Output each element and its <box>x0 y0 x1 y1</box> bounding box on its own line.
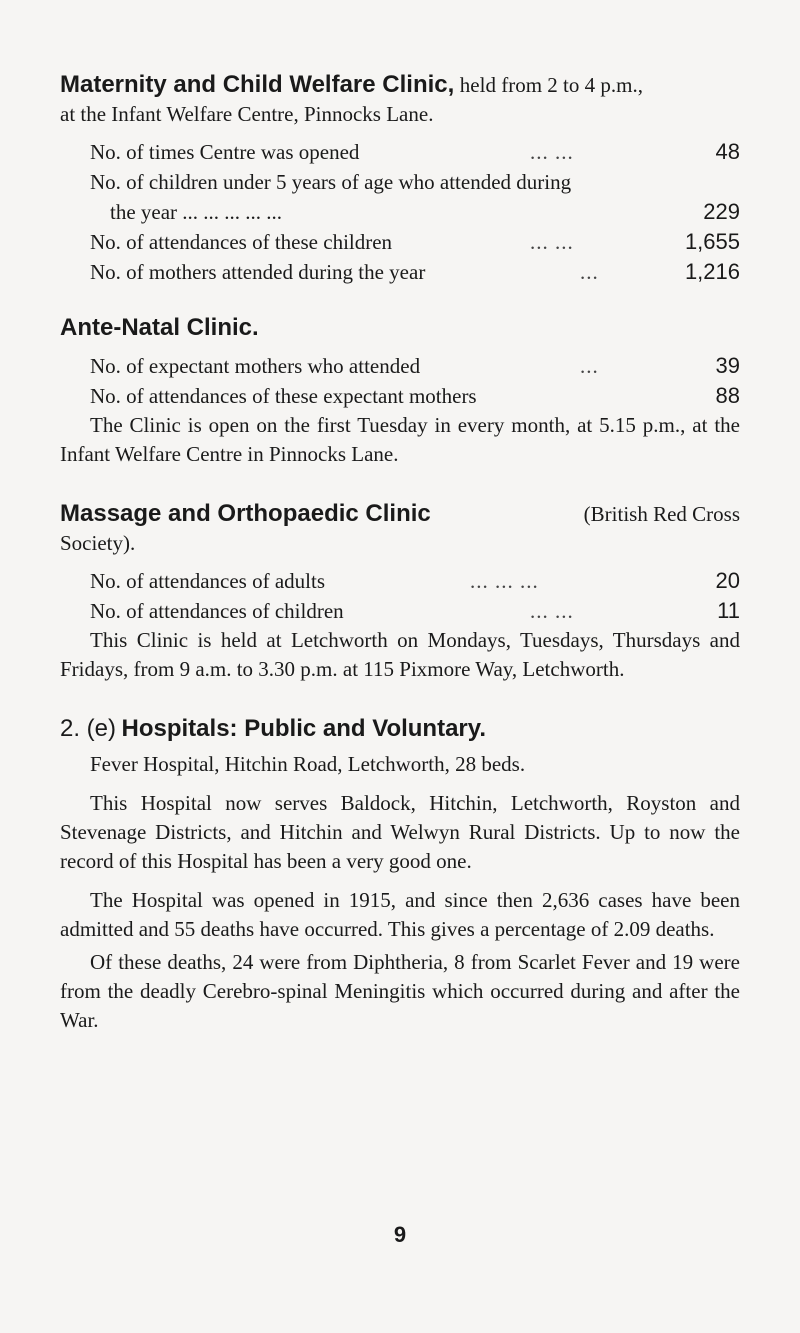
massage-paragraph: This Clinic is held at Letchworth on Mondays, Tuesdays, Thursdays and Fridays, from 9 a.m. to 3.30 p.m. at 115 Pixmore Way, Letchworth. <box>60 628 740 681</box>
antenatal-paragraph: The Clinic is open on the first Tuesday in every month, at 5.15 p.m., at the Infant Welfare Centre in Pinnocks Lane. <box>60 413 740 466</box>
maternity-subline: at the Infant Welfare Centre, Pinnocks Lane. <box>60 102 434 126</box>
hospital-paragraph: The Hospital was opened in 1915, and since then 2,636 cases have been admitted and 55 deaths have occurred. This gives a percentage of 2.09 deaths. <box>60 888 740 941</box>
antenatal-heading: Ante-Natal Clinic. <box>60 314 259 341</box>
stat-row: No. of expectant mothers who attended ... 39 <box>90 353 740 378</box>
stat-row-wrapped: No. of children under 5 years of age who attended during the year ... ... ... ... ... 229 <box>90 170 740 224</box>
maternity-heading-note: held from 2 to 4 p.m., <box>459 73 643 97</box>
hospitals-number: 2. (e) <box>60 715 117 742</box>
hospital-line: Fever Hospital, Hitchin Road, Letchworth, 28 beds. <box>90 752 526 776</box>
massage-heading-note: (British Red Cross <box>583 502 740 526</box>
page-number: 9 <box>393 1222 407 1247</box>
stat-row: No. of mothers attended during the year ... 1,216 <box>90 259 740 284</box>
massage-subline: Society). <box>60 531 136 555</box>
document-page <box>60 70 740 1035</box>
hospitals-section <box>60 714 740 1035</box>
maternity-heading: Maternity and Child Welfare Clinic, <box>60 71 455 98</box>
massage-section <box>60 499 740 684</box>
hospital-paragraph: Of these deaths, 24 were from Diphtheria, 8 from Scarlet Fever and 19 were from the deadly Cerebro-spinal Meningitis which occurred during and after the War. <box>60 950 740 1032</box>
stat-row: No. of attendances of these children ... ... 1,655 <box>90 229 740 254</box>
massage-heading: Massage and Orthopaedic Clinic <box>60 500 431 527</box>
hospital-paragraph: This Hospital now serves Baldock, Hitchin, Letchworth, Royston and Stevenage Districts, and Hitchin and Welwyn Rural Districts. Up to now the record of this Hospital has been a very good one. <box>60 791 740 873</box>
stat-row: No. of attendances of these expectant mothers 88 <box>90 383 740 408</box>
stat-row: No. of attendances of children ... ... 11 <box>90 598 740 623</box>
stat-row: No. of times Centre was opened ... ... 48 <box>90 139 740 164</box>
stat-row: No. of attendances of adults ... ... ... 20 <box>90 568 740 593</box>
antenatal-section <box>60 313 740 469</box>
hospitals-heading: Hospitals: Public and Voluntary. <box>121 715 487 742</box>
maternity-heading-line <box>60 70 740 100</box>
